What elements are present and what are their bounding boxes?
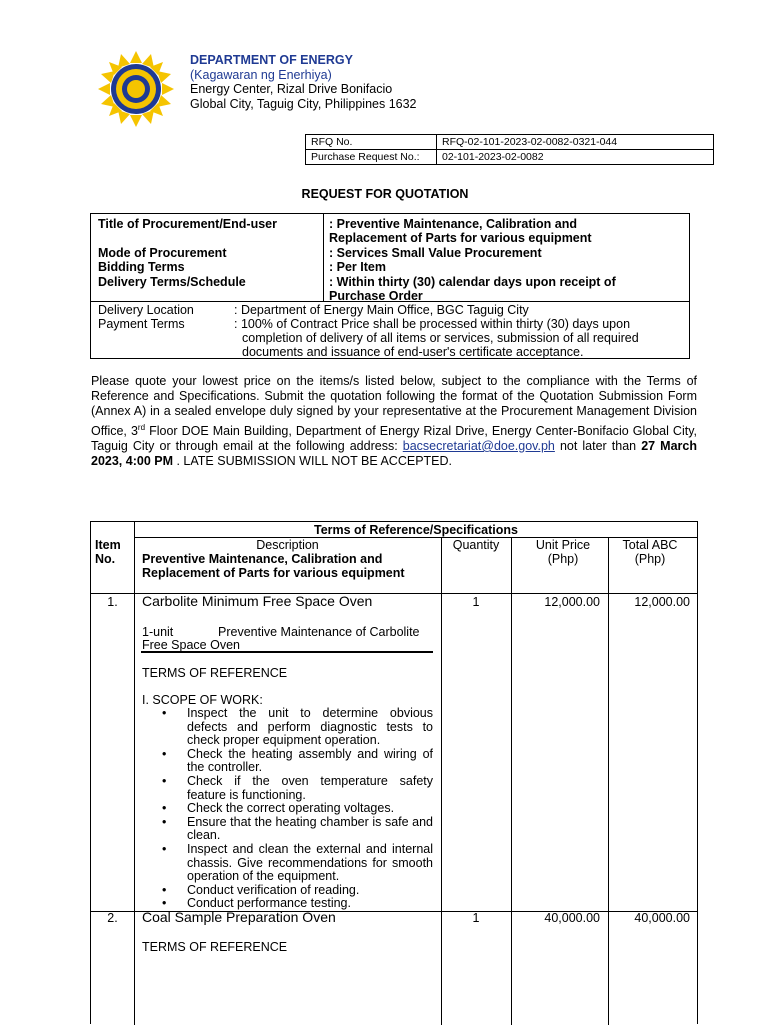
payment-value-2: completion of delivery of all items or services, submission of all required (242, 331, 639, 345)
item-quantity: 1 (472, 595, 480, 609)
item-unit-desc: Preventive Maintenance of Carbolite (218, 625, 420, 639)
item-unit-price: 12,000.00 (544, 595, 600, 609)
scope-heading: I. SCOPE OF WORK: (142, 693, 263, 707)
specifications-table (90, 521, 698, 1024)
list-item: • Check the heating assembly and wiring of the controller. (187, 748, 433, 775)
delivery-label: Delivery Terms/Schedule (98, 275, 246, 289)
deadline: 27 March 2023, 4:00 PM (91, 438, 697, 469)
list-item: • Conduct performance testing. (187, 897, 433, 911)
col-header-description-sub: Preventive Maintenance, Calibration and Replacement of Parts for various equipment (142, 552, 405, 580)
para-sup: rd (137, 422, 146, 432)
bidding-value: : Per Item (329, 260, 386, 274)
item-name: Coal Sample Preparation Oven (142, 909, 336, 925)
mode-value: : Services Small Value Procurement (329, 246, 542, 260)
col-header-item: Item No. (95, 538, 121, 566)
item-total: 12,000.00 (634, 595, 690, 609)
item-unit-price: 40,000.00 (544, 911, 600, 925)
item-unit-count: 1-unit (142, 625, 174, 639)
item-unit-desc-2: Free Space Oven (142, 638, 240, 652)
department-name: DEPARTMENT OF ENERGY (190, 53, 353, 67)
pr-no-label: Purchase Request No.: (306, 150, 437, 165)
document-title: REQUEST FOR QUOTATION (301, 187, 469, 201)
doe-logo (98, 51, 174, 127)
email-link[interactable]: bacsecretariat@doe.gov.ph (402, 438, 555, 453)
col-header-unit-price: Unit Price (Php) (535, 538, 591, 566)
col-header-total-abc: Total ABC (Php) (622, 538, 678, 566)
instructions-paragraph (91, 374, 697, 469)
list-item: • Check the correct operating voltages. (187, 802, 433, 816)
title-value-1: : Preventive Maintenance, Calibration and (329, 217, 577, 231)
procurement-info-box (90, 213, 690, 359)
item-no: 2. (107, 911, 118, 925)
bidding-label: Bidding Terms (98, 260, 185, 274)
organization-header (190, 53, 417, 111)
location-label: Delivery Location (98, 303, 194, 317)
rfq-no-label: RFQ No. (306, 135, 437, 150)
title-value-2: Replacement of Parts for various equipment (329, 231, 592, 245)
item-quantity: 1 (472, 911, 480, 925)
list-item: • Conduct verification of reading. (187, 884, 433, 898)
para-text-1: Please quote your lowest price on the items/s listed below, subject to the compliance with the Terms of Reference and Specifications. Submit the quotation following the format of the Quotation Submission Form (Annex A) in a sealed envelope duly signed by your representative at the Procurement Management Division Office, 3 (91, 374, 697, 438)
payment-value-3: documents and issuance of end-user's certificate acceptance. (242, 345, 584, 359)
item-total: 40,000.00 (634, 911, 690, 925)
list-item: • Check if the oven temperature safety feature is functioning. (187, 775, 433, 802)
delivery-value-2: Purchase Order (329, 289, 423, 303)
rfq-no-value: RFQ-02-101-2023-02-0082-0321-044 (437, 135, 714, 150)
rfq-info-box (305, 134, 714, 165)
scope-list (142, 707, 433, 911)
address-line-2: Global City, Taguig City, Philippines 1632 (190, 96, 417, 111)
title-label: Title of Procurement/End-user (98, 217, 277, 231)
col-header-description: Description (256, 538, 319, 552)
list-item: • Inspect and clean the external and internal chassis. Give recommendations for smooth operation of the equipment. (187, 843, 433, 884)
pr-no-value: 02-101-2023-02-0082 (437, 150, 714, 165)
para-text-3: not later than (554, 438, 642, 453)
payment-label: Payment Terms (98, 317, 185, 331)
table-caption: Terms of Reference/Specifications (313, 523, 518, 537)
item-no: 1. (107, 595, 118, 609)
para-text-2: Floor DOE Main Building, Department of Energy Rizal Drive, Energy Center-Bonifacio Global City, Taguig City or through email at the following address: (91, 423, 697, 453)
para-text-4: . LATE SUBMISSION WILL NOT BE ACCEPTED. (173, 454, 452, 469)
department-tagalog: (Kagawaran ng Enerhiya) (190, 67, 332, 82)
location-value: : Department of Energy Main Office, BGC Taguig City (234, 303, 529, 317)
address-line-1: Energy Center, Rizal Drive Bonifacio (190, 82, 393, 96)
list-item: • Ensure that the heating chamber is safe and clean. (187, 816, 433, 843)
mode-label: Mode of Procurement (98, 246, 227, 260)
list-item: • Inspect the unit to determine obvious defects and perform diagnostic tests to check proper equipment operation. (187, 707, 433, 748)
delivery-value-1: : Within thirty (30) calendar days upon receipt of (329, 275, 616, 289)
item-tor-heading: TERMS OF REFERENCE (142, 666, 288, 680)
item-tor-heading: TERMS OF REFERENCE (142, 940, 288, 954)
col-header-quantity: Quantity (452, 538, 500, 552)
payment-value-1: : 100% of Contract Price shall be processed within thirty (30) days upon (234, 317, 631, 331)
item-name: Carbolite Minimum Free Space Oven (142, 593, 373, 609)
